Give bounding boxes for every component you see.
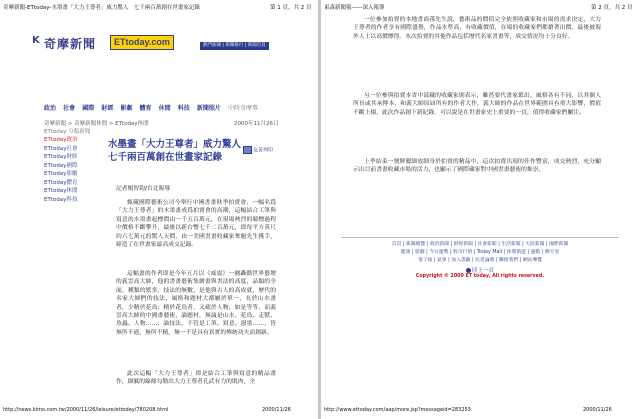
left-print-page — [0, 0, 318, 419]
nav-international[interactable]: 國際 — [82, 105, 95, 112]
printer-icon — [243, 146, 252, 154]
article-title — [108, 138, 248, 164]
print-friendly-button[interactable] — [243, 146, 273, 154]
footer-links-row[interactable]: 首頁 | 新聞總覽 | 政治新聞 | 財經新聞 | 社會新聞 | 生活新聞 | 大陸新聞 | 國際新聞 — [391, 242, 569, 247]
nav-society[interactable]: 社會 — [63, 105, 76, 112]
footer-links-row[interactable]: 健康 | 影劇 | 今日運勢 | 股市行情 | Today Mall | 休閒旅遊 | 運動 | 聊天室 — [400, 250, 560, 255]
page-footer-url: http://www.ettoday.com/aap/more.jsp?messageid=283253 — [324, 407, 471, 413]
nav-tech[interactable]: 科技 — [177, 105, 190, 112]
sidebar-title: ETtoday 分類新聞 — [44, 129, 91, 135]
article-paragraph: 上季結束一號鮮麗細放細身於拍賣的精品中，這次拍賣出現的佳作豐富，成交熱烈，充分顯示出目前書畫收藏市場的活力，也顯示了國際藏家對中國書畫藝術的推崇。 — [353, 159, 601, 174]
sidebar-item-leisure[interactable]: ETtoday休閒 — [44, 188, 78, 194]
category-nav — [44, 103, 263, 112]
article-title-line1: 水墨畫「大力王尊者」威力驚人 — [108, 139, 242, 150]
breadcrumb — [44, 119, 279, 127]
footer-links-row[interactable]: 電子報 | 氣象 | 加入書籤 | 民意論壇 | 聯絡我們 | 網站導覽 — [417, 258, 543, 263]
article-paragraph: 甄藏國際藝術公司今舉行中國書畫秋季拍賣會，一幅名爲「大力王尊者」的水墨畫成爲拍賣會的高潮，這幅結合工筆與寫意的水墨畫起標價由一千五百萬元，在現場熱烈的競標過程中價格不斷攀升，最後以新台幣七千二百萬元，即每平方英尺約六七萬元的驚人天價，由一美國書畫收藏家奪魁先生獲手，締造了在世畫家最高成交記錄。 — [116, 200, 276, 249]
sidebar-item-finance[interactable]: ETtoday財經 — [44, 154, 78, 160]
right-print-page — [321, 0, 639, 419]
article-paragraph: 這幅畫的作者即是今年五月以《威震》一圖轟動世界藝壇的義雲高大師，他的書畫藝術集繪畫與書法的高度，品類的全面，種類的繁多，技法的無數，是他與古人的高成就，歷代的名家大師們的技法，風格和題材大都屬於單一，長於山水畫者，少精於花鳥；精於花鳥者，又疏於人物，如是等等，而義雲高大師的中國畫藝術，論題材，無論是山水、花鳥、走獸、魚蟲、人物……；論技法，不管是工筆、寫意、潑墨……，皆無所不通，無所不精，無一不是具有真實的傳統功夫而創新。 — [116, 271, 276, 336]
page-footer-url: http://news.kimo.com.tw/2000/11/26/leisure/ettoday/780208.html — [3, 407, 169, 413]
nav-entertainment[interactable]: 影劇 — [120, 105, 133, 112]
kimo-logo-mark: K — [32, 35, 40, 46]
page-header-title: 奇摩新聞-ETtoday-水墨畫「大力王尊者」威力驚人 七千兩百萬創在世畫家記錄 — [3, 5, 200, 11]
page-header-number: 第 2 頁，共 2 頁 — [591, 5, 633, 11]
page-header-number: 第 1 頁，共 2 頁 — [270, 5, 312, 11]
back-button[interactable] — [466, 266, 494, 274]
reporter-byline: 記者楊智鈞/台北報導 — [116, 186, 171, 192]
nav-finance[interactable]: 財經 — [101, 105, 114, 112]
sidebar-item-politics[interactable]: ETtoday政治 — [44, 137, 78, 143]
nav-extra[interactable]: 中時奇摩專 — [227, 105, 258, 112]
page-footer-date: 2000/11/26 — [583, 407, 612, 413]
sidebar-item-tech[interactable]: ETtoday科技 — [44, 196, 78, 203]
nav-sports[interactable]: 體育 — [139, 105, 152, 112]
page-header-title: 東森新聞報——深入報導 — [324, 5, 385, 11]
nav-politics[interactable]: 政治 — [44, 105, 57, 112]
article-paragraph: 此次這幅「大力王尊者」即是結合工筆與寫意的精品畫作，細膩的線條勾勒出大力王尊者孔武有力的肌肉，全 — [116, 371, 276, 386]
article-title-line2: 七千兩百萬創在世畫家記錄 — [108, 152, 223, 163]
copyright-notice: Copyright © 2000 ET today, All rights reserved. — [415, 274, 545, 279]
sidebar-item-entertainment[interactable]: ETtoday影劇 — [44, 171, 78, 177]
back-icon — [466, 268, 471, 273]
ettoday-logo[interactable]: ETtoday.com — [110, 35, 174, 50]
sidebar-item-international[interactable]: ETtoday國際 — [44, 162, 78, 169]
sidebar-item-sports[interactable]: ETtoday體育 — [44, 179, 78, 186]
page-footer-date: 2000/11/26 — [262, 407, 291, 413]
top-links-bar[interactable]: 熱門新聞 | 新聞排行 | 新聞首頁 — [200, 42, 269, 50]
article-paragraph: 另一位參與拍賣本省中部藏的收藏家則表示，雖然要代畫家繁出，風格各有不同，以其個人所長或其承傳本，和義大師原屆所有的作者大作，義大師的作品在世界範圍具有重大影響，價值不斷上揚，此次作品創下新紀錄，可以說是在世畫家史上重要的一頁，值得收藏家們關注。 — [353, 93, 601, 116]
back-button-label: 回上一頁 — [472, 268, 495, 274]
category-sidebar — [44, 128, 100, 204]
kimo-news-logo[interactable]: 奇摩新聞 — [44, 37, 97, 51]
footer-divider — [341, 237, 619, 238]
nav-leisure[interactable]: 休閒 — [158, 105, 171, 112]
article-paragraph: 一位參加拍賣的本地書商孫先生說，藝術品的價值完全依照收藏家和市場的需求決定，大力王尊者的作者享有國際盛譽，作品水準高，有收藏價值，在場的收藏家們都搶著出價，最後被海外人士以高價標得。本次拍賣的其他作品包括歷代名家書畫等，成交情況均十分良好。 — [353, 17, 601, 40]
nav-photos[interactable]: 新聞照片 — [196, 105, 221, 112]
article-date: 2000年11月26日 — [234, 121, 279, 127]
breadcrumb-path[interactable]: 奇摩新聞 > 奇摩新聞休閒 > ETtoday休閒 — [44, 121, 149, 127]
print-label: 友善列印 — [253, 147, 274, 154]
sidebar-item-society[interactable]: ETtoday社會 — [44, 145, 78, 152]
